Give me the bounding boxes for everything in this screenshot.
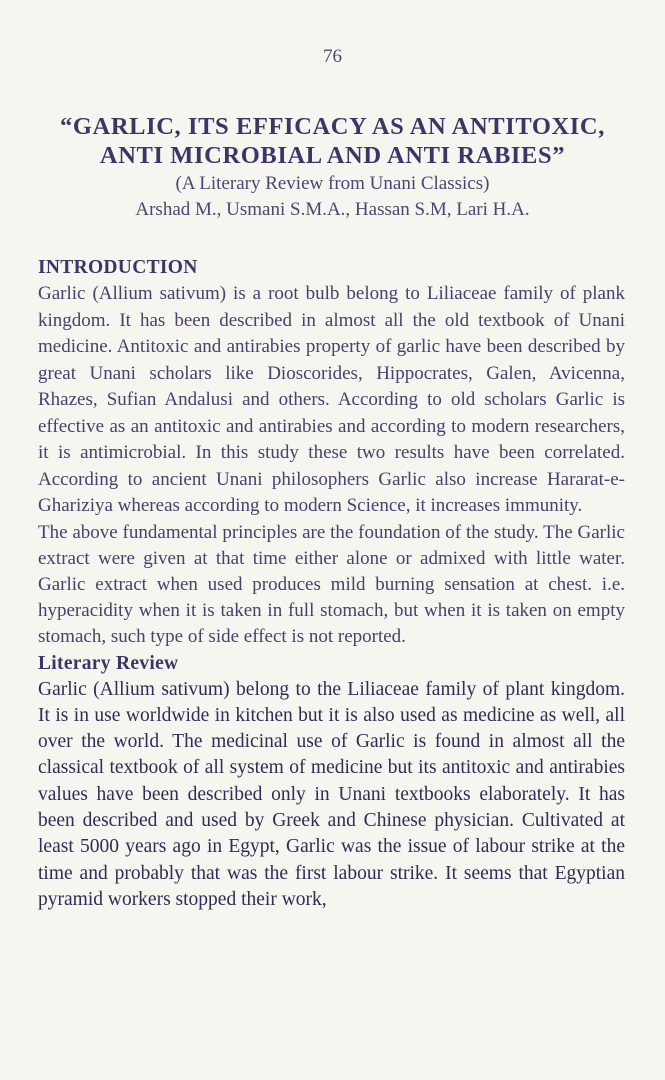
introduction-paragraph-1: Garlic (Allium sativum) is a root bulb belong to Liliaceae family of plank kingdom. It has been described in almost all the old textbook of Unani medicine. Antitoxic and antirabies property of garlic have been described by great Unani scholars like Dioscorides, Hippocrates, Galen, Avicenna, Rhazes, Sufian Andalusi and others. According to old scholars Garlic is effective as an antitoxic and antirabies and according to modern researchers, it is antimicrobial. In this study these two results have been correlated. According to ancient Unani philosophers Garlic also increase Hararat-e-Ghariziya whereas according to modern Science, it increases immunity. [38, 283, 625, 516]
article-body [38, 254, 625, 913]
literary-review-heading: Literary Review [38, 652, 179, 674]
title-block [0, 112, 665, 223]
article-title-line-2: ANTI MICROBIAL AND ANTI RABIES” [99, 142, 566, 169]
article-title-line-1: “GARLIC, ITS EFFICACY AS AN ANTITOXIC, [60, 113, 605, 140]
article-subtitle: (A Literary Review from Unani Classics) [175, 173, 490, 194]
page-number: 76 [323, 46, 342, 67]
article-authors: Arshad M., Usmani S.M.A., Hassan S.M, Lari H.A. [135, 199, 530, 220]
introduction-paragraph-2: The above fundamental principles are the foundation of the study. The Garlic extract were given at that time either alone or admixed with little water. Garlic extract when used produces mild burning sensation at chest. i.e. hyperacidity when it is taken in full stomach, but when it is taken on empty stomach, such type of side effect is not reported. [38, 521, 625, 647]
introduction-heading: INTRODUCTION [38, 257, 198, 278]
literary-review-paragraph-1: Garlic (Allium sativum) belong to the Liliaceae family of plant kingdom. It is in use worldwide in kitchen but it is also used as medicine as well, all over the world. The medicinal use of Garlic is found in almost all the classical textbook of all system of medicine but its antitoxic and antirabies values have been described only in Unani textbooks elaborately. It has been described and used by Greek and Chinese physician. Cultivated at least 5000 years ago in Egypt, Garlic was the issue of labour strike at the time and probably that was the first labour strike. It seems that Egyptian pyramid workers stopped their work, [38, 678, 625, 910]
